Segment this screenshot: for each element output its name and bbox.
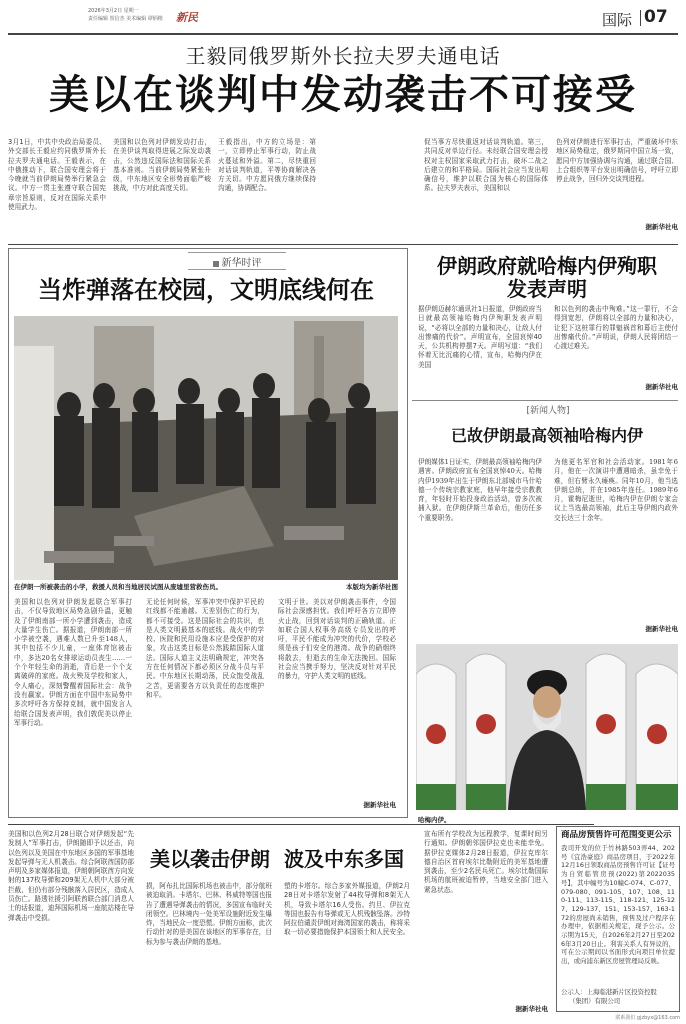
commentary-tag-icon [213, 261, 219, 267]
section-title: 国际 [602, 11, 633, 29]
profile-tag-text: 新闻人物 [529, 406, 566, 416]
lead-kicker: 王毅同俄罗斯外长拉夫罗夫通电话 [185, 44, 501, 68]
statement-rule [412, 400, 678, 401]
lead-bottom-rule [8, 244, 678, 245]
commentary-headline: 当炸弹落在校园，文明底线何在 [38, 275, 374, 304]
photo-credit: 本版均为新华社图 [346, 583, 398, 591]
school-rubble-photo [14, 316, 398, 580]
page-number: 07 [644, 7, 668, 27]
notice-signature-2: （集团）有限公司 [569, 996, 621, 1005]
statement-credit: 据新华社电 [645, 383, 678, 391]
statement-col-1: 据伊朗迈赫尔通讯社1日报道，伊朗政府当日就最高领袖哈梅内伊殉职发表声明说，“必将以全部的力量和决心，让敌人付出惨痛的代价”。声明宣布，全国哀悼40天，公共机构停摆7天。声明写道：“我们怀着无比沉痛的心情，宣布，哈梅内伊在美国 [418, 305, 542, 369]
masthead [0, 0, 686, 32]
lead-credit: 据新华社电 [645, 223, 678, 231]
footer-contact: 联系我们 gjzbyx@163.com [615, 1015, 680, 1021]
profile-tag-bracket-left: [ [526, 406, 530, 416]
profile-tag-bracket-right: ] [566, 406, 570, 416]
commentary-credit: 据新华社电 [363, 801, 396, 809]
notice-box [556, 826, 680, 1012]
bottom-col-2: 损，阿布扎比国际机场也被击中，部分航班被迫取消。卡塔尔、巴林、科威特等国也报告了遭遇导弹袭击的情况，多国宣布临时关闭领空。巴林境内一处美军设施附近发生爆炸，当地民众一度恐慌。伊朗方面称，此次行动针对的是美国在该地区的军事存在，目标为参与袭击伊朗的基地。 [146, 882, 272, 946]
commentary-tag [188, 252, 286, 270]
rubble-illustration [14, 316, 398, 580]
commentary-tag-text: 新华时评 [221, 258, 262, 269]
lead-col-1: 3月1日，中共中央政治局委员、外交部长王毅应约同俄罗斯外长拉夫罗夫通电话。王毅表示，在中俄推动下，联合国安理会将于今晚就当前伊朗局势举行紧急会议。中方一贯主张遵守联合国宪章宗旨原则，反对在国际关系中使用武力。 [8, 138, 106, 212]
profile-col-1: 伊朗媒体1日证实，伊朗最高领袖哈梅内伊遇害。伊朗政府宣布全国哀悼40天。哈梅内伊1939年出生于伊朗东北部城市马什哈德一个传统宗教家庭，他早年接受宗教教育，年轻时开始投身政治活动，曾多次被捕入狱。在伊朗伊斯兰革命后，他历任多个重要职务。 [418, 458, 542, 522]
khamenei-photo [416, 644, 678, 810]
masthead-divider [640, 10, 641, 26]
lead-col-2: 美国和以色列对伊朗发动打击，在美伊谈判取得进展之际发动袭击，公然违反国际法和国际关系基本准则。当前伊朗局势紧张升级，中东地区安全形势面临严峻挑战，中方对此高度关切。 [113, 138, 211, 193]
statement-headline-2: 发表声明 [507, 277, 587, 301]
bottom-headline-right: 波及中东多国 [284, 847, 404, 871]
lead-col-4: 促当事方尽快重返对话谈判轨道。第三，共同反对单边行径。未经联合国安理会授权对主权国家采取武力打击，破坏二战之后建立的和平格局。国际社会应当发出明确信号，维护以联合国为核心的国际体系。拉夫罗夫表示，美国和以 [424, 138, 548, 193]
top-rule [8, 33, 678, 35]
profile-headline: 已故伊朗最高领袖哈梅内伊 [450, 426, 643, 445]
commentary-col-1: 美国和以色列对伊朗发起联合军事打击，不仅导致地区局势急剧升温，更触及了伊朗南部一所小学遭到袭击，造成大量学生伤亡。据报道，伊朗南部一所小学被空袭，遇难人数已升至148人，其中包括不少儿童，一座体育馆被击中，多达20名女排球运动员丧生……一个个年轻生命的消逝，背后是一个个支离破碎的家庭。战火殃及学校和家人，令人痛心，深刻警醒着国际社会：战争没有赢家。伊朗方面在中国中东局势中多次呼吁各方保持克制，就中国发言人给联合国发表声明，我们敦促美以停止军事行动。 [14, 598, 132, 727]
bottom-col-4: 宣布所有学校改为远程教学，复课时间另行通知。伊朗朝邻国伊拉克也未能幸免。据伊拉克媒体2月28日报道，伊拉克库尔德自治区首府埃尔比勒附近的美军基地遭到袭击，至少2名民兵死亡。埃尔比勒国际机场的航班被迫暂停，当地安全部门进入紧急状态。 [424, 830, 548, 894]
commentary-col-2: 无论任何时候，军事冲突中保护平民的红线都不能逾越。无差别伤亡的行为，都不可接受。这是国际社会的共识，也是人类文明最基本的底线。战火中的学校、医院和民用设施本应是受保护的对象，攻击这类目标是公然践踏国际人道法。国际人道主义法明确规定，冲突各方在任何情况下都必须区分战斗员与平民。中东地区长期动荡，民众饱受战乱之苦，更需要各方以负责任的态度维护和平。 [146, 598, 264, 699]
bottom-col-1: 美国和以色列2月28日联合对伊朗发起“先发制人”军事打击，伊朗随即予以还击，向以色列以及美国在中东地区多国的军事基地发起导弹与无人机袭击。综合阿联酋国防部声明及多家媒体报道，伊朗朝阿联酋方向发射的137枚导弹和209架无人机中大部分被拦截，但仍有部分残骸落入居民区，造成人员伤亡。路透社援引阿联酋联合部门消息人士的话报道，迪拜国际机场一座航站楼在导弹袭击中受损。 [8, 830, 134, 922]
statement-col-2: 和以色列的袭击中殉难。”这一罪行，不会得到宽恕，伊朗将以全部的力量和决心，让犯下这桩罪行的罪魁祸首和幕后主使付出惨痛代价。”声明说，伊朗人民将团结一心渡过难关。 [554, 305, 678, 351]
lead-col-3: 王毅指出，中方的立场是：第一，立即停止军事行动，防止战火蔓延和外溢。第二，尽快重回对话谈判轨道，平等协商解决各方关切。中方愿同俄方继续保持沟通，协调配合。 [218, 138, 316, 193]
notice-signature-1: 公示人：上海临港新片区投资控股 [561, 988, 657, 996]
profile-col-2: 为他更名军官和社会活动家。1981年6月，他在一次演讲中遭遇暗杀，虽幸免于难，但右臂永久瘫痪。同年10月，他当选伊朗总统，并在1985年连任。1989年6月，霍梅尼逝世，哈梅内伊在伊朗专家会议上当选最高领袖，此后主导伊朗内政外交长达三十余年。 [554, 458, 678, 522]
photo-caption: 在伊朗一所被袭击的小学，救援人员和当地居民试图从废墟里营救伤员。 [14, 583, 222, 591]
editors-line: 责任编辑 贺信杰 美术编辑 谭炳楷 [88, 16, 163, 22]
lead-headline: 美以在谈判中发动袭击不可接受 [49, 72, 637, 118]
notice-body: 我司开发的位于竹林路503弄44、202号《宜浩豪庭》商品房项目，于2022年12月16日领取商品房预售许可证【证号为自贸临管房预(2022)第2022035号】，其中幢号为10幢C-074、C-077、079-080、091-105、107、108、110-111、113-115、118-121、125-127、129-137、151、153-157、163-172的房屋尚未销售，预售及过户程序在办理中，依据相关规定，现予公示。公示期为15天，自2026年2月27日至2026年3月20日止。利害关系人有异议的，可在公示期间以书面形式向项目单位提出，或向浦东新区房屋管理局反映。 [561, 844, 675, 966]
profile-tag [510, 404, 586, 418]
lead-col-5: 色列对伊朗进行军事打击，严重破坏中东地区局势稳定，俄罗斯同中国立场一致，愿同中方加强协调与沟通，通过联合国、上合组织等平台发出明确信号，呼吁立即停止战争，回归外交谈判进程。 [556, 138, 678, 184]
profile-credit: 据新华社电 [645, 625, 678, 633]
statement-headline-1: 伊朗政府就哈梅内伊殉职 [437, 254, 657, 278]
masthead-logo: 新民 [176, 11, 198, 24]
profile-caption: 哈梅内伊。 [418, 816, 451, 824]
bottom-col-3: 塑的卡塔尔。综合多家外媒报道，伊朗2月28日对卡塔尔发射了44枚导弹和8架无人机，导致卡塔尔16人受伤。约旦、伊拉克等国也报告有导弹或无人机残骸坠落。沙特阿拉伯谴责伊朗对海湾国家的袭击，称将采取一切必要措施保护本国领土和人民安全。 [284, 882, 410, 937]
date-line: 2026年3月2日 星期一 [88, 8, 139, 14]
notice-title: 商品房预售许可范围变更公示 [561, 830, 672, 840]
commentary-col-3: 文明于世。美以对伊朗袭击事件，令国际社会深感担忧。我们呼吁各方立即停火止战，回到对话谈判的正确轨道。正如联合国人权事务高级专员发出的呼吁，平民不能成为冲突的代价，学校必须是孩子们安全的港湾。战争的硝烟终将散去，但逝去的生命无法挽回。国际社会应当携手努力，坚决反对针对平民的暴力，守护人类文明的底线。 [278, 598, 396, 681]
portrait-illustration [416, 644, 678, 810]
bottom-credit: 据新华社电 [515, 1005, 548, 1013]
bottom-rule [8, 824, 594, 825]
bottom-headline-left: 美以袭击伊朗 [150, 847, 270, 871]
